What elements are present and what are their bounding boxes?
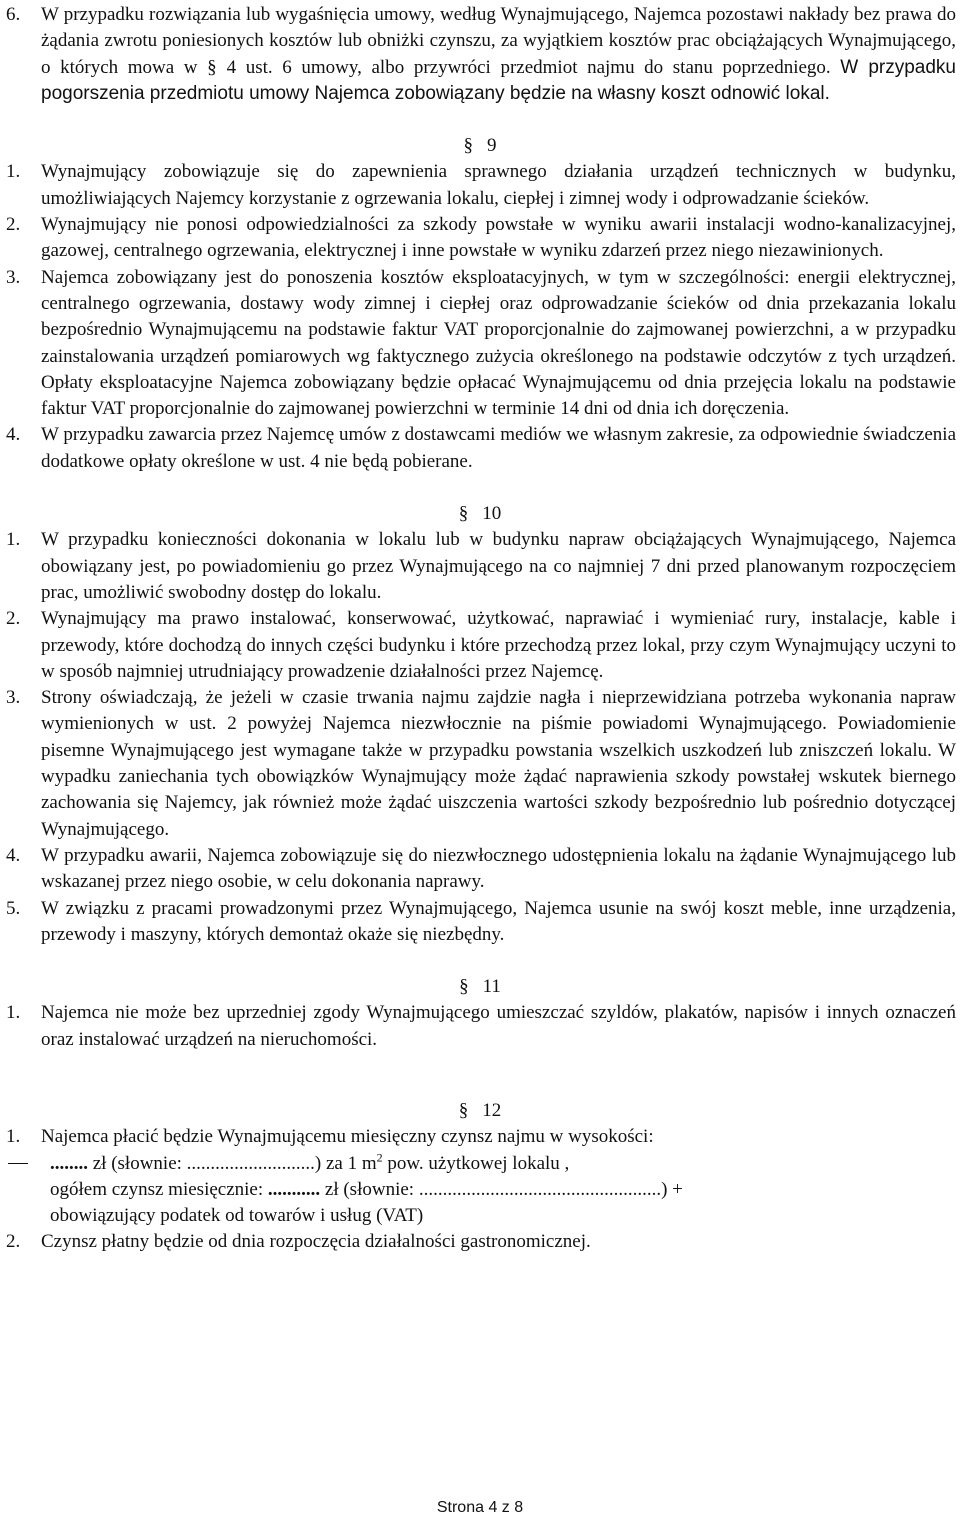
list-item: 4. W przypadku awarii, Najemca zobowiązuje się do niezwłocznego udostępnienia lokalu na żądanie Wynajmującego lub wskazanej przez niego osobie, w celu dokonania naprawy. (6, 844, 956, 893)
page-footer: Strona 4 z 8 (436, 1499, 524, 1516)
list-item: 1. Najemca płacić będzie Wynajmującemu miesięczny czynsz najmu w wysokości: (6, 1126, 654, 1148)
dash-icon (8, 1163, 28, 1165)
section-10 (0, 501, 960, 948)
section-sign-icon: § (458, 503, 469, 525)
total-rent-line: ogółem czynsz miesięcznie: ........... zł (słownie: ...................................................) + (50, 1178, 683, 1200)
list-item: 3. Najemca zobowiązany jest do ponoszenia kosztów eksploatacyjnych, w tym w szczególności: energii elektrycznej, centralnego ogrzewania, dostawy wody zimnej i ciepłej oraz odprowadzanie ścieków od dnia przekazania lokalu bezpośrednio Wynajmującemu na podstawie faktur VAT proporcjonalnie do zajmowanej powierzchni, a w przypadku zainstalowania urządzeń pomiarowych wg faktycznego zużycia określonego na podstawie odczytów z tych urządzeń. Opłaty eksploatacyjne Najemca zobowiązany będzie opłacać Wynajmującemu od dnia przejęcia lokalu na podstawie faktur VAT proporcjonalnie do zajmowanej powierzchni w terminie 14 dni od dnia ich doręczenia. (6, 266, 956, 420)
list-item: 2. Wynajmujący ma prawo instalować, konserwować, użytkować, naprawiać i wymieniać rury, instalacje, kable i przewody, które dochodzą do innych części budynku i które przechodzą przez lokal, przy czym Wynajmujący uczyni to w sposób najmniej utrudniający prowadzenie działalności przez Najemcę. (6, 608, 956, 682)
section-heading: § 10 (458, 503, 502, 525)
section-sign-icon: § (463, 135, 473, 157)
list-item: 1. Najemca nie może bez uprzedniej zgody Wynajmującego umieszczać szyldów, plakatów, napisów i innych oznaczeń oraz instalować urządzeń na nieruchomości. (6, 1002, 956, 1050)
list-item: 3. Strony oświadczają, że jeżeli w czasie trwania najmu zajdzie nagła i nieprzewidziana potrzeba wykonania napraw wymienionych w ust. 2 powyżej Najemca niezwłocznie na piśmie powiadomi Wynajmującego. Powiadomienie pisemne Wynajmującego jest wymagane także w przypadku powstania wszelkich uszkodzeń lub zniszczeń lokalu. W wypadku zaniechania tych obowiązków Wynajmujący może żądać naprawienia szkody powstałej wskutek biernego zachowania się Najemcy, jak również może żądać uiszczenia wartości szkody bezpośrednio lub pośrednio dotyczącej Wynajmującego. (6, 687, 956, 840)
section-sign-icon: § (458, 1099, 469, 1121)
list-item: 1. W przypadku konieczności dokonania w lokalu lub w budynku napraw obciążających Wynajmującego, Najemca obowiązany jest, po powiadomieniu go przez Wynajmującego na co najmniej 7 dni przed planowanym rozpoczęciem prac, umożliwić swobodny dostęp do lokalu. (6, 529, 956, 603)
rent-amount-line: ........ zł (słownie: ...........................) za 1 $m^2$ pow. użytkowej lokalu , (0, 1151, 960, 1177)
list-item: 5. W związku z pracami prowadzonymi przez Wynajmującego, Najemca usunie na swój koszt meble, inne urządzenia, przewody i maszyny, których demontaż okaże się niezbędny. (6, 897, 956, 945)
item-number: 6. (6, 4, 21, 25)
section-12 (0, 1098, 960, 1256)
section-sign-icon: § (459, 976, 469, 998)
section-heading: § 9 (463, 135, 497, 157)
section-9 (0, 133, 960, 475)
section-11 (0, 974, 960, 1053)
vat-line: obowiązujący podatek od towarów i usług (VAT) (50, 1205, 424, 1227)
list-item: 2. Czynsz płatny będzie od dnia rozpoczęcia działalności gastronomicznej. (6, 1231, 591, 1253)
list-item-6 (0, 2, 960, 107)
list-item: 2. Wynajmujący nie ponosi odpowiedzialności za szkody powstałe w wyniku awarii instalacji wodno-kanalizacyjnej, gazowej, centralnego ogrzewania, elektrycznej i inne powstałe w wyniku zdarzeń przez niego niezawinionych. (6, 214, 956, 262)
item-text: W przypadku rozwiązania lub wygaśnięcia umowy, według Wynajmującego, Najemca pozostawi nakłady bez prawa do żądania zwrotu poniesionych kosztów lub obniżki czynszu, za wyjątkiem kosztów prac obciążających Wynajmującego, o których mowa w § 4 ust. 6 umowy, albo przywróci przedmiot najmu do stanu poprzedniego. W przypadku pogorszenia przedmiotu umowy Najemca zobowiązany będzie na własny koszt odnowić lokal. (41, 4, 956, 104)
section-heading: § 12 (458, 1099, 502, 1121)
section-sign-icon: § (207, 56, 217, 78)
list-item: 1. Wynajmujący zobowiązuje się do zapewnienia sprawnego działania urządzeń technicznych w budynku, umożliwiających Najemcy korzystanie z ogrzewania lokalu, ciepłej i zimnej wody i odprowadzanie ścieków. (6, 161, 956, 209)
section-heading: § 11 (459, 976, 501, 998)
list-item: 4. W przypadku zawarcia przez Najemcę umów z dostawcami mediów we własnym zakresie, za odpowiednie świadczenia dodatkowe opłaty określone w ust. 4 nie będą pobierane. (6, 424, 956, 472)
